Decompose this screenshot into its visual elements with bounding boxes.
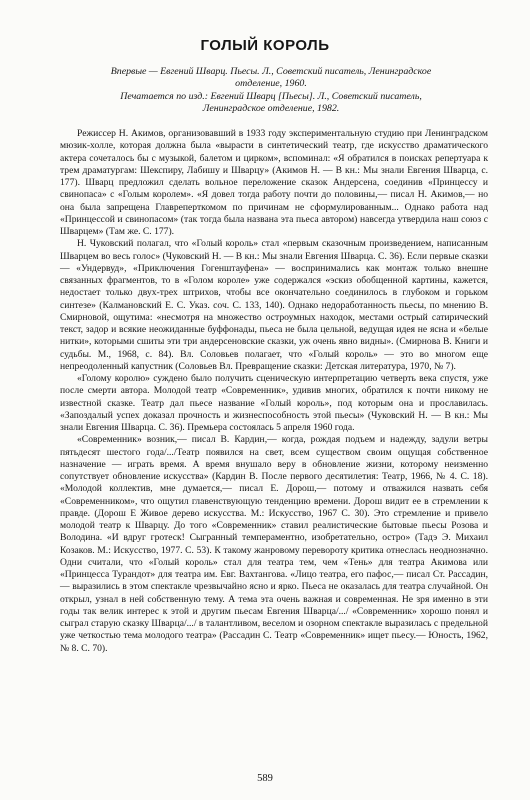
publication-info [95,66,447,116]
page-number: 589 [257,773,273,784]
commentary-body [60,128,488,655]
paragraph-akimov: Режиссер Н. Акимов, организовавший в 1933 году экспериментальную студию при Ленинградском мюзик-холле, которая должна была «вырасти в синтетический театр, где искусство драматического актера сочеталось бы с музыкой, балетом и цирком», вспоминал: «Я обратился в поисках репертуара к трем драматургам: Шекспиру, Лабишу и Шварцу» (Акимов Н. — В кн.: Мы знали Евгения Шварца, с. 177). Шварц предложил сделать вольное переложение сказок Андерсена, соединив «Принцессу и свинопаса» с «Голым королем». «Я довел тогда работу почти до половины,— писал Н. Акимов,— но она была запрещена Главреперткомом по причинам не сформулированным... Однако работа над «Принцессой и свинопасом» (так тогда была названа эта пьеса автором) навсегда утвердила наш союз с Шварцем» (Там же. С. 177). [60,128,488,237]
paragraph-chukovsky: Н. Чуковский полагал, что «Голый король» стал «первым сказочным произведением, написанным Шварцем во весь голос» (Чуковский Н. — В кн.: Мы знали Евгения Шварца. С. 36). Если первые сказки — «Ундервуд», «Приключения Гогенштауфена» — воспринимались как монтаж только внешне связанных фрагментов, то в «Голом короле» уже содержался «эскиз обобщенной картины, кажется, недостает только двух-трех штрихов, чтобы все окончательно соединилось в глубоком и горьком синтезе» (Калмановский Е. С. Указ. соч. С. 133, 140). Однако недоработанность пьесы, по мнению В. Смирновой, ощутима: «несмотря на множество остроумных находок, местами острый сатирический текст, задор и всякие неожиданные буффонады, пьеса не была цельной, ведущая идея не ясна и «белые нитки», которыми сшиты эти три андерсеновские сказки, уж очень явно видны». (Смирнова В. Книги и судьбы. М., 1968, с. 84). Вл. Соловьев полагает, что «Голый король» — это во многом еще непреодоленный капустник (Соловьев Вл. Превращение сказки: Детская литература, 1970, № 7). [60,238,488,372]
paragraph-sovremennik-critics: «Современник» возник,— писал В. Кардин,— когда, рождая подъем и надежду, задули ветры пятьдесят шестого года/.../Театр появился на свет, всем существом своим ощущая собственное назначение — играть время. А время внушало веру в обновление жизни, которому неизменно сопутствует обновление искусства» (Кардин В. После первого десятилетия: Театр, 1966, № 4. С. 18). «Молодой коллектив, мне думается,— писал Е. Дорош,— потому и отважился назвать себя «Современником», что ощутил главенствующую тенденцию времени. Дорош видит ее в стремлении к правде. (Дорош Е Живое дерево искусства. М.: Искусство, 1967 С. 30). Это стремление и привело молодой театр к Шварцу. До того «Современник» ставил реалистические бытовые пьесы Розова и Володина. «И вдруг гротеск! Сыгранный темпераментно, изобретательно, остро» (Тадэ Э. Михаил Козаков. М.: Искусство, 1977. С. 53). К такому жанровому перевороту критика отнеслась неоднозначно. Одни считали, что «Голый король» стал для театра тем, чем «Тень» для театра Акимова или «Принцесса Турандот» для театра им. Евг. Вахтангова. «Лицо театра, его пафос,— писал Ст. Рассадин,— выразились в этом спектакле чрезвычайно ясно и ярко. Пьеса не оказалась для театра случайной. Он открыл, узнал в ней собственную тему. А тема эта очень важная и современная. Не зря именно в эти годы так велик интерес к этой и другим пьесам Евгения Шварца/.../ «Современник» хорошо понял и сыграл старую сказку Шварца/.../ в талантливом, веселом и озорном спектакле выразилась с предельной уже четкостью тема молодого театра» (Рассадин С. Театр «Современник» ищет пьесу.— Юность, 1962, № 8. С. 70). [60,434,488,654]
paragraph-sovremennik-staging: «Голому королю» суждено было получить сценическую интерпретацию четверть века спустя, уже после смерти автора. Молодой театр «Современник», удивив многих, обратился к почти никому не известной сказке. Театр дал пьесе название «Голый король», под которым она и прославилась. «Запоздалый успех доказал прочность и жизнеспособность этой пьесы» (Чуковский Н. — В кн.: Мы знали Евгения Шварца. С. 36). Премьера состоялась 5 апреля 1960 года. [60,373,488,433]
publication-info-first: Впервые — Евгений Шварц. Пьесы. Л., Советский писатель, Ленинградское отделение, 1960. [110,66,432,90]
publication-info-source: Печатается по изд.: Евгений Шварц [Пьесы]. Л., Советский писатель, Ленинградское отделение, 1982. [120,90,422,115]
page-title: ГОЛЫЙ КОРОЛЬ [200,37,330,54]
